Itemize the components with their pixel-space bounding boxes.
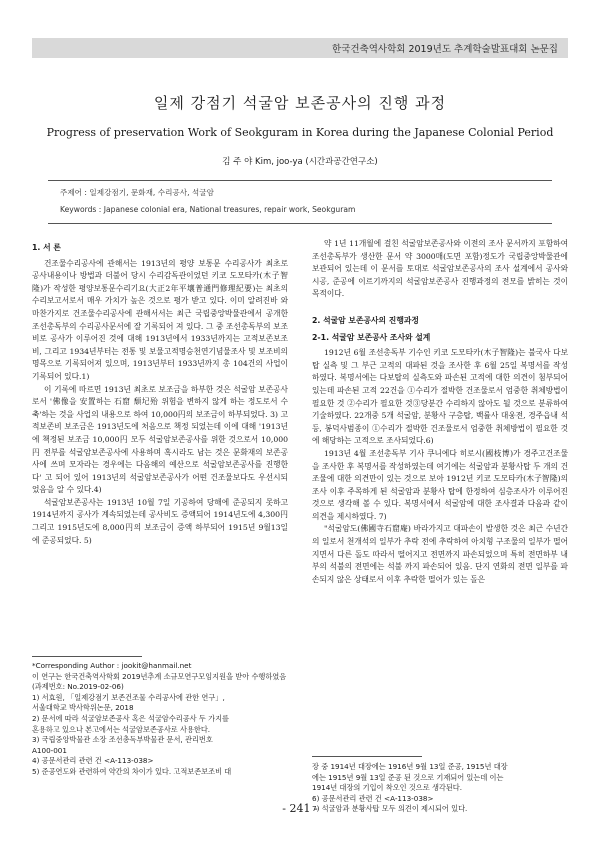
body-paragraph: 이 기록에 따르면 1913년 최초로 보조금을 하부한 것은 석굴암 보존공사로서 '佛像을 安置하는 石窟 頹圮殆 위험을 변하지 않게 하는 정도로서 수축'하는 것을 사업의 내용으로 하여 10,000円의 보조금이 하부되었다. 3) 고적보존비 보조금은 1913년도에 처음으로 책정 되었는데 이에 대해 '1913년에 책정된 보조금 10,000円 모두 석굴암보존공사를 위한 것으로서 10,000円 전부를 석굴암보존공사에 사용하며 혹시라도 남는 것은 문화재의 보존공사에 쓰며 모자라는 경우에는 다음해의 예산으로 석굴암보존공사를 진행한다' 고 되어 있어 1913년의 석굴암보존공사가 어떤 건조물보다도 우선시되었음을 알 수 있다.4) <box>32 384 288 495</box>
footnote-line: 장 중 1914년 대장에는 1916년 9월 13일 준공, 1915년 대장 <box>312 762 508 771</box>
body-paragraph: 건조물수리공사에 관해서는 1913년의 평양 보통문 수리공사가 최초로 공사내용이나 방법과 더불어 당시 수리감독관이었던 키코 도모타카(木子智隆)가 작성한 평양보통문수리기요(大正2年平壤普通門修理紀要)는 최초의 수리보고서로서 매우 가치가 높은 것으로 평가 받고 있다. 이미 알려진바 와 마찬가지로 건조물수리공사에 관해서서는 최근 국립중앙박물관에서 공개한 조선총독부의 수리공사문서에 잘 기록되어 져 있다. 그 중 조선총독부의 보조비로 공사가 이루어진 것에 대해 1913년에서 1933년까지는 고적보존보조비, 그리고 1934년부터는 전통 및 보물고적명승천연기념물조사 및 보조비의 명목으로 기록되어져 있으며, 1913년부터 1933년까지 총 104건의 사업이 기록되어 있다.1) <box>32 258 288 381</box>
page-number: - 241 - <box>282 802 318 815</box>
footnotes-left <box>32 656 288 778</box>
footnote-line: 1) 서효원, 「일제강점기 보존건조물 수리공사에 관한 연구」, <box>32 692 225 702</box>
footnote-line: 에는 1915년 9월 13일 준공 된 것으로 기재되어 있는데 이는 <box>312 772 504 782</box>
conference-title: 한국건축역사학회 2019년도 추계학술발표대회 논문집 <box>332 44 558 55</box>
footnote-line: 6) 공문서관리 관련 건 <A-113-038> <box>312 793 434 803</box>
body-paragraph: 1912년 6월 조선총독부 기수인 키코 도모타카(木子智隆)는 불국사 다보탑 실측 및 그 부근 고적의 대파된 것을 조사한 후 6월 25일 복명서를 작성 하였다. 복명서에는 다보탑의 실측도와 파손된 고적에 대한 의견이 첨부되어 있는데 파손된 고적 22건을 ①수리가 절박한 건조물로서 엄중한 취체방법이 필요한 것 ②수리가 필요한 것③당분간 수리하지 않아도 될 것으로 분류하여 기술하였다. 22개중 5개 석굴암, 분황사 구층탑, 백률사 대웅전, 경주읍내 석등, 봉덕사범종이 ①수리가 절박한 건조물로서 엄중한 취체방법이 필요한 것에 해당하는 고적으로 조사되었다.6) <box>312 348 568 446</box>
paper-title-english: Progress of preservation Work of Seokguram in Korea during the Japanese Colonial Period <box>46 126 554 139</box>
body-paragraph: 1913년 4월 조선총독부 기사 쿠니에다 히로시(國枝博)가 경주고건조물을 조사한 후 복명서를 작성하였는데 여기에는 석굴암과 분황사탑 두 개의 건조물에 대한 의견만이 있는 것으로 보아 1912년 키코 도모타카(木子智隆)의 조사 이후 주목하게 된 석굴암과 분황사 탑에 한정하여 심층조사가 이루어진 것으로 생각해 볼 수 있다. 복명서에서 석굴암에 대한 조사결과 다음과 같이 의견을 제시하였다. 7) <box>312 448 568 521</box>
footnote-rule-right <box>312 756 422 757</box>
footnote-line: 혼용하고 있으나 본고에서는 석굴암보존공사로 사용한다. <box>32 724 211 734</box>
body-paragraph: 석굴암보존공사는 1913년 10월 7일 기공하여 당해에 준공되지 못하고 1914년까지 공사가 계속되었는데 공사비도 증액되어 1914년도에 4,300円 그리고 1915년도에 8,000円의 보조금이 증액 하부되어 1915년 9월13일에 준공되었다. 5) <box>32 497 288 545</box>
section-heading-progress: 2. 석굴암 보존공사의 진행과정 <box>312 315 419 325</box>
footnote-line: 2) 문서에 따라 석굴암보존공사 혹은 석굴암수리공사 두 가지를 <box>32 713 229 723</box>
footnote-line: 7) 석굴암과 분황사탑 모두 의견이 제시되어 있다. <box>312 804 468 814</box>
footnote-line: 1914년 대장의 기입이 착오인 것으로 생각된다. <box>312 783 463 793</box>
footnote-line: A100-001 <box>32 745 67 755</box>
footnote-line: 서울대학교 박사학위논문, 2018 <box>32 703 134 713</box>
keywords-korean: 주제어 : 일제강점기, 문화재, 수리공사, 석굴암 <box>60 188 214 197</box>
section-heading-introduction: 1. 서 론 <box>32 243 61 252</box>
right-column <box>312 238 568 586</box>
footnote-line: 이 연구는 한국건축역사학회 2019년추계 소규모연구모임지원을 받아 수행하였음 (과제번호: No.2019-02-06) <box>32 671 287 692</box>
footnote-rule <box>32 656 142 657</box>
subsection-heading-survey: 2-1. 석굴암 보존공사 조사와 설계 <box>312 332 431 342</box>
body-paragraph: "석굴암도(佛國寺石窟庵) 바라가지고 대파손이 발생한 것은 최근 수년간의 일로서 천개석의 일부가 추락 전에 추락하여 아치형 구조물의 일부가 떨어지면서 다른 돌도 따라서 떨어지고 전면까지 파손되었으며 특히 전면하부 내부의 석불의 전면에는 석불 까지 파손되어 있음. 단지 연화의 전면 일부를 파손되지 않은 상태로서 이후 추락한 떨어가 있는 돌은 <box>312 524 568 584</box>
keywords-box <box>48 180 552 224</box>
author-line: 김 주 야 Kim, joo-ya (시간과공간연구소) <box>222 157 378 167</box>
footnote-corresponding-author: *Corresponding Author : jookit@hanmail.net <box>32 661 192 670</box>
header-bar <box>32 38 568 58</box>
footnote-line: 3) 국립중앙박물관 소장 조선총독부박물관 문서, 관리번호 <box>32 735 213 745</box>
paper-title-korean: 일제 강점기 석굴암 보존공사의 진행 과정 <box>153 94 447 112</box>
footnote-line: 5) 준공연도와 관련하여 약간의 차이가 있다. 고적보존보조비 대 <box>32 766 232 776</box>
footnote-line: 4) 공문서관리 관련 건 <A-113-038> <box>32 756 154 766</box>
keywords-english: Keywords : Japanese colonial era, National treasures, repair work, Seokguram <box>60 205 356 214</box>
left-column <box>32 238 288 547</box>
body-paragraph: 약 1년 11개월에 걸친 석굴암보존공사와 이전의 조사 문서까지 포함하여 조선총독부가 생산한 문서 약 3000매(도면 포함)정도가 국립중앙박물관에 보관되어 있는데 이 문서를 토대로 석굴암보존공사의 조사 설계에서 공사와 시공, 준공에 이르기까지의 석굴암보존공사 진행과정의 전모를 밝히는 것이 목적이다. <box>312 239 568 299</box>
